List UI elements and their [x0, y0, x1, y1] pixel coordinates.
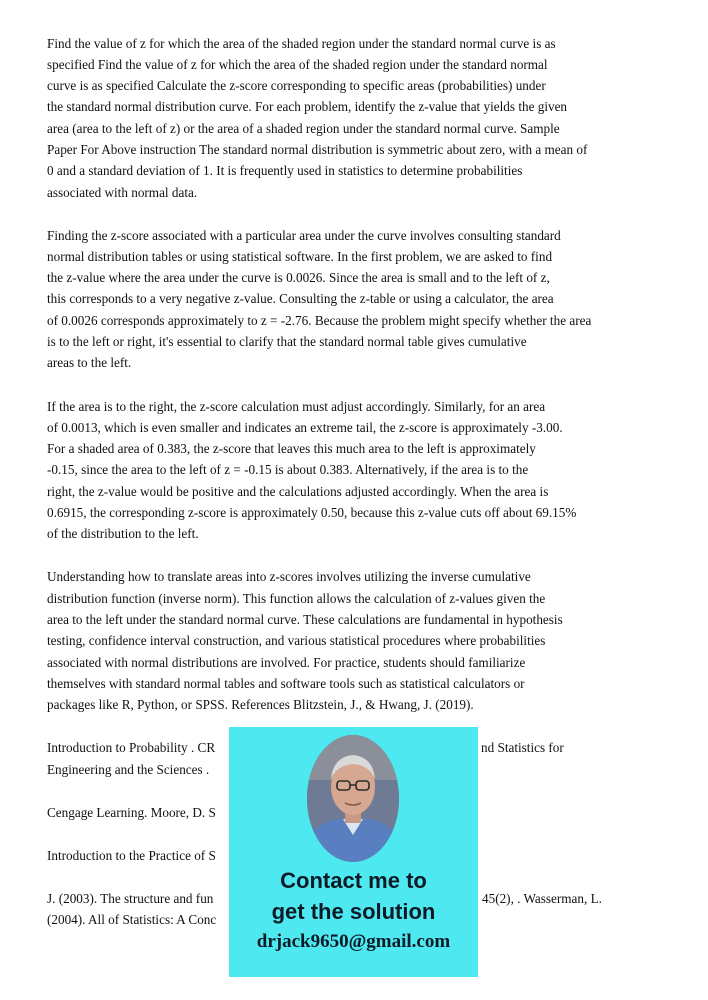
text-line: is to the left or right, it's essential to clarify that the standard normal table gives cumulative — [47, 334, 527, 349]
text-line: of the distribution to the left. — [47, 526, 199, 541]
text-line: distribution function (inverse norm). This function allows the calculation of z-values given the — [47, 591, 546, 606]
text-line: Introduction to the Practice of S — [47, 848, 216, 863]
text-line: Cengage Learning. Moore, D. S — [47, 805, 216, 820]
text-line: (2004). All of Statistics: A Conc — [47, 912, 217, 927]
text-line: areas to the left. — [47, 355, 132, 370]
portrait-illustration — [307, 735, 399, 862]
cta-line-1: Contact me to — [280, 868, 427, 893]
text-line: the z-value where the area under the curve is 0.0026. Since the area is small and to the left of z, — [47, 270, 550, 285]
text-line: For a shaded area of 0.383, the z-score that leaves this much area to the left is approximately — [47, 441, 536, 456]
text-line: Find the value of z for which the area of the shaded region under the standard normal curve is as — [47, 36, 556, 51]
text-line: associated with normal data. — [47, 185, 198, 200]
tutor-portrait — [307, 735, 399, 862]
text-line: area (area to the left of z) or the area of a shaded region under the standard normal curve. Sample — [47, 121, 560, 136]
text-line: associated with normal distributions are involved. For practice, students should familiarize — [47, 655, 526, 670]
text-line: normal distribution tables or using statistical software. In the first problem, we are asked to find — [47, 249, 553, 264]
text-line: curve is as specified Calculate the z-score corresponding to specific areas (probabilities) under — [47, 78, 546, 93]
text-line: Introduction to Probability . CR — [47, 740, 216, 755]
text-line: nd Statistics for — [481, 740, 564, 755]
cta-line-2: get the solution — [271, 899, 436, 924]
text-line: Paper For Above instruction The standard normal distribution is symmetric about zero, with a mean of — [47, 142, 588, 157]
text-line: Finding the z-score associated with a particular area under the curve involves consulting standard — [47, 228, 561, 243]
text-line: 0 and a standard deviation of 1. It is frequently used in statistics to determine probabilities — [47, 163, 523, 178]
text-line: specified Find the value of z for which the area of the shaded region under the standard normal — [47, 57, 548, 72]
text-line: this corresponds to a very negative z-value. Consulting the z-table or using a calculator, the area — [47, 291, 554, 306]
text-line: packages like R, Python, or SPSS. References Blitzstein, J., & Hwang, J. (2019). — [47, 697, 474, 712]
text-line: Understanding how to translate areas into z-scores involves utilizing the inverse cumulative — [47, 569, 531, 584]
text-line: the standard normal distribution curve. For each problem, identify the z-value that yields the given — [47, 99, 568, 114]
contact-email-link[interactable]: drjack9650@gmail.com — [256, 931, 451, 952]
text-line: -0.15, since the area to the left of z = -0.15 is about 0.383. Alternatively, if the area is to the — [47, 462, 529, 477]
text-line: right, the z-value would be positive and the calculations adjusted accordingly. When the area is — [47, 484, 549, 499]
text-line: themselves with standard normal tables and software tools such as statistical calculators or — [47, 676, 525, 691]
text-line: area to the left under the standard normal curve. These calculations are fundamental in hypothesis — [47, 612, 563, 627]
contact-ad-banner[interactable] — [229, 727, 478, 977]
text-line: J. (2003). The structure and fun — [47, 891, 214, 906]
text-line: 0.6915, the corresponding z-score is approximately 0.50, because this z-value cuts off about 69.15% — [47, 505, 577, 520]
text-line: 45(2), . Wasserman, L. — [482, 891, 602, 906]
text-line: Engineering and the Sciences . — [47, 762, 210, 777]
text-line: of 0.0026 corresponds approximately to z = -2.76. Because the problem might specify whether the area — [47, 313, 592, 328]
text-line: of 0.0013, which is even smaller and indicates an extreme tail, the z-score is approximately -3.00. — [47, 420, 563, 435]
text-line: If the area is to the right, the z-score calculation must adjust accordingly. Similarly, for an area — [47, 399, 546, 414]
text-line: testing, confidence interval construction, and various statistical procedures where probabilities — [47, 633, 546, 648]
